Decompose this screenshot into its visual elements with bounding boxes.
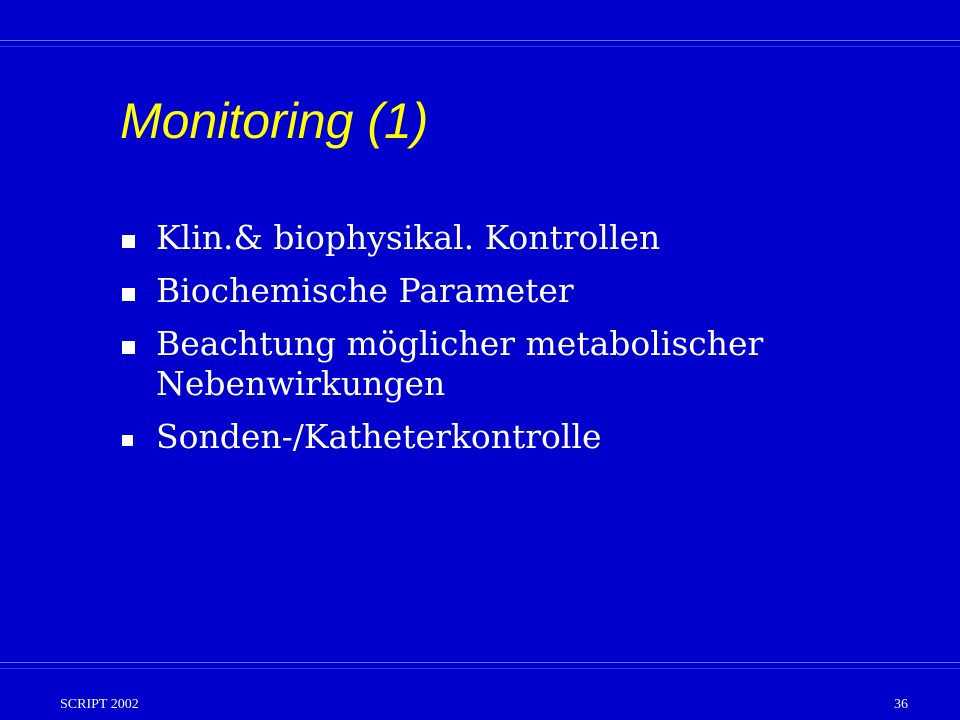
square-bullet-icon xyxy=(120,271,156,311)
bullet-item xyxy=(120,324,880,404)
bullet-text: Klin.& biophysikal. Kontrollen xyxy=(156,218,661,257)
footer-divider-line-secondary xyxy=(0,668,960,669)
footer-divider-line xyxy=(0,662,960,663)
square-bullet-icon xyxy=(120,324,156,364)
page-number: 36 xyxy=(894,697,908,712)
bullet-list xyxy=(120,218,880,470)
slide-title: Monitoring (1) xyxy=(120,93,429,149)
bullet-text: Biochemische Parameter xyxy=(156,271,574,310)
header-divider-line-secondary xyxy=(0,46,960,47)
bullet-item xyxy=(120,271,880,311)
bullet-item xyxy=(120,218,880,258)
square-bullet-icon xyxy=(120,218,156,258)
footer-label: SCRIPT 2002 xyxy=(60,697,139,712)
bullet-item xyxy=(120,417,880,457)
square-bullet-icon xyxy=(120,417,156,457)
bullet-text: Sonden-/Katheterkontrolle xyxy=(156,417,602,456)
bullet-text: Beachtung möglicher metabolischer Nebenwirkungen xyxy=(156,324,764,403)
header-divider-line xyxy=(0,40,960,41)
